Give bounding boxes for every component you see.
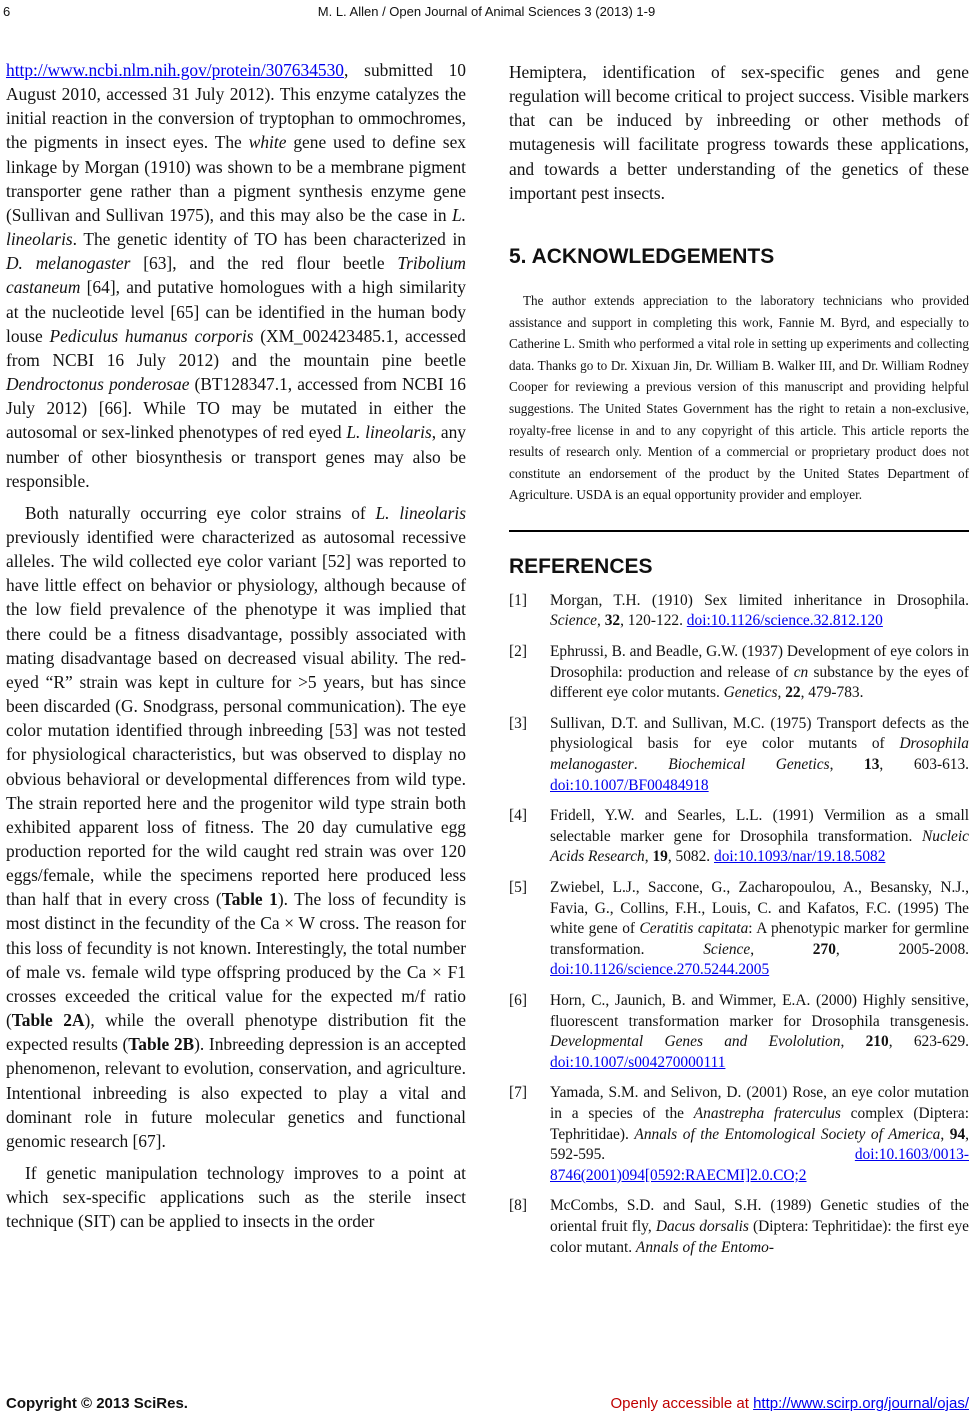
reference-body [550,806,969,868]
text: Morgan, T.H. (1910) Sex limited inheritance in Drosophila. [550,591,969,609]
doi-link[interactable]: doi:10.1126/science.32.812.120 [686,612,883,630]
volume: 270 [812,940,836,958]
reference-body [550,878,969,981]
text: , 2005-2008. [835,940,970,958]
italic-term: cn [793,663,809,681]
reference-number: [2] [509,643,527,661]
reference-item [509,1083,969,1186]
paragraph [6,501,466,1153]
text: , [777,684,786,702]
text: , 592-595. [550,1125,969,1164]
text: Both naturally occurring eye color strains of [25,502,376,523]
right-column [509,60,969,1268]
text: , [829,756,865,774]
journal-name: Biochemical Genetics [668,756,830,774]
page-footer [0,1395,973,1415]
text: substance by the eyes of different eye color mutants. [550,663,969,702]
paragraph [6,58,466,493]
journal-name: Annals of the Entomo- [635,1238,774,1256]
volume: 210 [865,1033,889,1051]
table-reference[interactable]: Table 2B [128,1034,195,1055]
doi-link[interactable]: doi:10.1007/BF00484918 [550,776,709,794]
italic-term: Anastrepha fraterculus [693,1104,841,1122]
text: , 479-783. [800,684,864,702]
text: ). Inbreeding depression is an accepted phenomenon, relevant to evolution, conservation, and agriculture. Intentional inbreeding is also expected to play a vital and dominant role in future molecular genetics and functional genomic research [67]. [6,1034,466,1151]
species-name: Dendroctonus ponderosae [6,374,190,395]
doi-link[interactable]: doi:10.1603/0013-8746(2001)094[0592:RAECMI]2.0.CO;2 [550,1146,969,1184]
journal-name: Science [550,612,597,630]
journal-link[interactable]: http://www.scirp.org/journal/ojas/ [753,1395,969,1412]
species-name: L. lineolaris [6,204,466,250]
reference-item [509,714,969,796]
volume: 19 [652,848,668,866]
reference-number: [5] [509,879,527,896]
reference-number: [6] [509,991,527,1009]
text: complex (Diptera: Tephritidae). [550,1104,969,1143]
reference-number: [4] [509,807,527,825]
journal-name: Nucleic Acids Research [550,827,969,866]
italic-term: white [248,132,287,153]
text: . [633,756,669,774]
text: McCombs, S.D. and Saul, S.H. (1989) Genetic studies of the oriental fruit fly, [550,1197,969,1235]
text: , submitted 10 August 2010, accessed 31 July 2012). This enzyme catalyzes the initial reaction in the conversion of tryptophan to ommochromes, the pigments in insect eyes. The [6,60,466,153]
reference-list [509,591,969,1258]
text: . The genetic identity of TO has been characterized in [72,229,466,250]
volume: 22 [785,684,801,702]
reference-body [550,714,969,796]
text: Ephrussi, B. and Beadle, G.W. (1937) Development of eye colors in Drosophila: production and release of [550,643,969,681]
text: Zwiebel, L.J., Saccone, G., Zacharopoulou, A., Besansky, N.J., Favia, G., Collins, F.H., Louis, C. and Kafatos, F.C. (1995) The white gene of [550,879,969,938]
species-name: L. lineolaris [375,502,466,523]
journal-name: Developmental Genes and Evololution [550,1033,841,1051]
species-name: D. melanogaster [6,253,131,274]
species-name: Pediculus humanus corporis [49,325,254,346]
text: [63], and the red flour beetle [130,253,398,274]
text: gene used to define sex linkage by Morgan (1910) was shown to be a membrane pigment transporter gene rather than a pigment synthesis enzyme gene (Sullivan and Sullivan 1975), and this may also be the case in [6,132,466,225]
doi-link[interactable]: doi:10.1093/nar/19.18.5082 [714,848,886,866]
divider [509,530,969,532]
text: , [840,1033,866,1051]
reference-item [509,1196,969,1258]
page-header [0,2,973,28]
species-name: L. lineolaris [346,422,432,443]
reference-body [550,591,969,632]
text: ), while the overall phenotype distribution fit the expected results ( [6,1010,466,1055]
reference-item [509,991,969,1073]
paragraph: Hemiptera, identification of sex-specific genes and gene regulation will become critical to project success. Visible markers that can be induced by inbreeding or other methods of mutagenesis will facilitate progress towards these applications, and towards a better understanding of the genetics of these important pest insects. [509,62,969,203]
reference-item [509,642,969,704]
text: , [750,940,813,958]
italic-term: Drosophila melanogaster [550,735,969,774]
open-access-label: Openly accessible at [610,1395,754,1412]
left-column [6,58,466,1234]
text: : A phenotypic marker for germline transformation. [550,920,969,958]
text: [64], and putative homologues with a high similarity at the nucleotide level [65] can be identified in the human body louse [6,277,466,346]
text: , 603-613. [879,756,969,774]
text: , [597,612,605,630]
reference-item [509,878,969,981]
volume: 13 [864,756,880,774]
text: (BT128347.1, accessed from NCBI 16 July 2012) [66]. While TO may be mutated in either the autosomal or sex-linked phenotypes of red eyed [6,374,466,443]
section-heading-acknowledgements: 5. ACKNOWLEDGEMENTS [509,244,775,268]
italic-term: Dacus dorsalis [655,1217,749,1235]
text: Horn, C., Jaunich, B. and Wimmer, E.A. (2000) Highly sensitive, fluorescent transformation marker for Drosophila transgenesis. [550,991,969,1030]
journal-name: Annals of the Entomological Society of America [634,1125,941,1143]
reference-body [550,642,969,704]
page-number: 6 [3,4,11,19]
table-reference[interactable]: Table 2A [11,1010,85,1031]
reference-item [509,806,969,868]
text: , 120-122. [620,612,687,630]
text: (XM_002423485.1, accessed from NCBI 16 July 2012) and the mountain pine beetle [6,325,466,370]
text: , [644,848,653,866]
reference-item [509,591,969,632]
running-title: M. L. Allen / Open Journal of Animal Sciences 3 (2013) 1-9 [317,4,656,19]
reference-body [550,1196,969,1258]
text: , [940,1125,950,1143]
volume: 32 [604,612,621,630]
journal-name: Science [703,940,751,958]
section-heading-references: REFERENCES [509,554,653,578]
text: Sullivan, D.T. and Sullivan, M.C. (1975) Transport defects as the physiological basis for eye color mutants of [550,714,969,753]
reference-number: [3] [509,714,527,732]
acknowledgements-text: The author extends appreciation to the laboratory technicians who provided assistance and support in completing this work, Fannie M. Byrd, and especially to Catherine L. Smith who performed a vital role in setting up experiments and collecting data. Thanks go to Dr. Xixuan Jin, Dr. William B. Walker III, and Dr. William Rodney Cooper for reviewing a previous version of this manuscript and providing helpful suggestions. The United States Government has the right to retain a non-exclusive, royalty-free license in and to any copyright of this article. This article reports the results of research only. Mention of a commercial or proprietary product does not constitute an endorsement of the product by the United States Department of Agriculture. USDA is an equal opportunity provider and employer. [509,292,969,503]
doi-link[interactable]: doi:10.1126/science.270.5244.2005 [550,961,770,979]
copyright: Copyright © 2013 SciRes. [6,1395,188,1412]
species-name: Tribolium castaneum [6,253,466,298]
journal-name: Genetics [723,684,778,702]
table-reference[interactable]: Table 1 [221,889,278,910]
doi-link[interactable]: doi:10.1007/s004270000111 [550,1053,726,1071]
text: Fridell, Y.W. and Searles, L.L. (1991) Vermilion as a small selectable marker gene for Drosophila transformation. [550,807,969,845]
text: ). The loss of fecundity is most distinct in the fecundity of the Ca × W cross. The reason for this loss of fecundity is not known. Interestingly, the total number of male vs. female wild type offspring produced by the Ca × F1 crosses exceeded the critical value for the expected m/f ratio ( [6,889,467,1031]
reference-number: [8] [509,1197,527,1215]
ncbi-protein-link[interactable]: http://www.ncbi.nlm.nih.gov/protein/307634530 [6,60,344,80]
paragraph: If genetic manipulation technology improves to a point at which sex-specific applications such as the sterile insect technique (SIT) can be applied to insects in the order [6,1163,466,1232]
text: (Diptera: Tephritidae): the first eye color mutant. [550,1217,969,1256]
reference-number: [1] [509,591,527,609]
text: Yamada, S.M. and Selivon, D. (2001) Rose, an eye color mutation in a species of the [550,1084,969,1122]
reference-number: [7] [509,1084,527,1102]
open-access-note [610,1395,969,1412]
text: previously identified were characterized as autosomal recessive alleles. The wild collected eye color variant [52] was reported to have little effect on behavior or physiology, although because of the low field prevalence of the phenotype it was implied that there could be a fitness disadvantage, possibly associated with mating disadvantage based on decreased visual ability. The red-eyed “R” strain was kept in culture for >5 years, but has since been discarded (G. Snodgrass, personal communication). The eye color mutation identified through inbreeding [53] was not tested for physiological characteristics, but was observed to display no obvious behavioral or developmental differences from wild type. The strain reported here and the progenitor wild type strain both exhibited apparent loss of fitness. The 20 day cumulative egg production reported for the wild caught red strain was over 120 eggs/female, while the specimens reported here produced less than half that in every cross ( [6,526,466,910]
italic-term: Ceratitis capitata [639,920,749,938]
volume: 94 [949,1125,966,1143]
reference-body [550,1083,969,1186]
text: , any number of other biosynthesis or transport genes may also be responsible. [6,422,466,491]
text: , 623-629. [888,1033,969,1051]
text: , 5082. [667,848,714,866]
reference-body [550,991,969,1073]
